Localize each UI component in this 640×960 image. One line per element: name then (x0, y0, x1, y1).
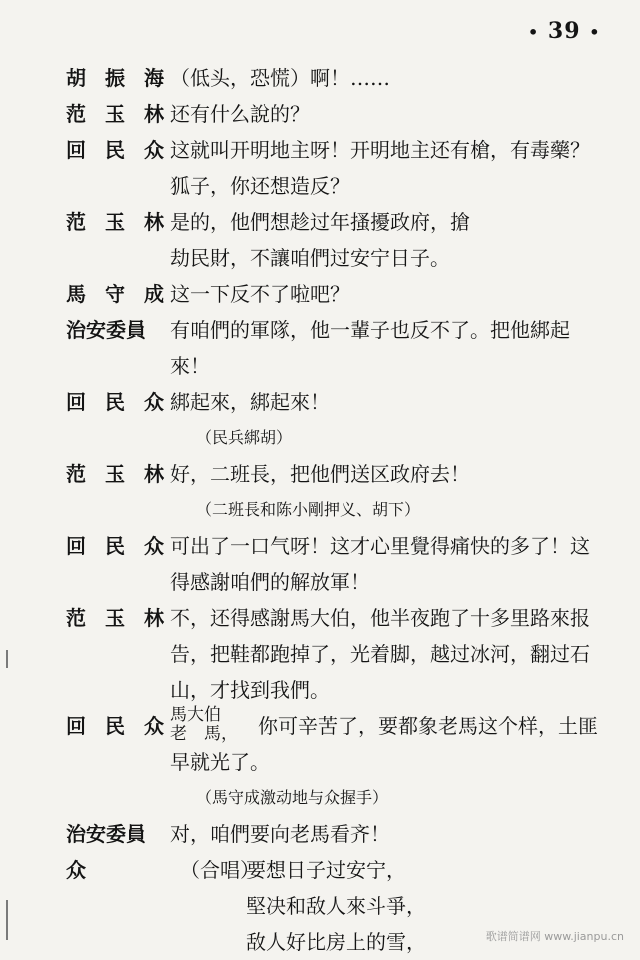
dialogue-text: 得感謝咱們的解放軍！ (170, 570, 370, 594)
dialogue-line (0, 276, 640, 312)
speaker-name: 范 玉 林 (66, 102, 164, 126)
continuation-line (0, 672, 640, 708)
dialogue-text: 这一下反不了啦吧？ (170, 282, 350, 306)
dialogue-text: 你可辛苦了，要都象老馬这个样，土匪 (258, 714, 598, 738)
dialogue-text: 这就叫开明地主呀！开明地主还有槍，有毒藥？ (170, 138, 590, 162)
watermark: 歌谱简谱网 www.jianpu.cn (485, 930, 624, 943)
script-body (0, 60, 640, 960)
dialogue-line (0, 60, 640, 96)
dialogue-text: 不，还得感謝馬大伯，他半夜跑了十多里路來报 (170, 606, 590, 630)
chorus-line (0, 852, 640, 888)
dialogue-line (0, 384, 640, 420)
speaker-name: 治安委員 (66, 822, 146, 846)
speaker-name: 回 民 众 (66, 138, 164, 162)
continuation-line (0, 348, 640, 384)
page-number: • 39 • (528, 18, 601, 44)
dialogue-text: 早就光了。 (170, 750, 270, 774)
dialogue-text: 劫民財，不讓咱們过安宁日子。 (170, 246, 450, 270)
speaker-name: 范 玉 林 (66, 462, 164, 486)
dialogue-text: 对，咱們要向老馬看齐！ (170, 822, 390, 846)
dialogue-text: 还有什么說的？ (170, 102, 310, 126)
dialogue-line (0, 600, 640, 636)
dialogue-line (0, 132, 640, 168)
song-lyric: 堅决和敌人來斗爭， (246, 894, 426, 918)
dialogue-text: 綁起來，綁起來！ (170, 390, 330, 414)
dialogue-text: （低头，恐慌）啊！…… (170, 66, 390, 90)
speaker-name: 范 玉 林 (66, 210, 164, 234)
direction-text: （馬守成激动地与众握手） (196, 788, 389, 807)
dialogue-text: 好，二班長，把他們送区政府去！ (170, 462, 470, 486)
stacked-address: 馬大伯 老 馬， (170, 705, 238, 744)
continuation-line (0, 564, 640, 600)
dialogue-text: 狐子，你还想造反？ (170, 174, 350, 198)
continuation-line (0, 168, 640, 204)
direction-text: （二班長和陈小剛押义、胡下） (196, 500, 421, 519)
dialogue-text: 告，把鞋都跑掉了，光着脚，越过冰河，翻过石 (170, 642, 590, 666)
dialogue-line (0, 204, 640, 240)
song-lyric: 要想日子过安宁， (246, 858, 406, 882)
speaker-name: 回 民 众 (66, 390, 164, 414)
direction-text: （民兵綁胡） (196, 428, 293, 447)
dialogue-text: 是的，他們想趁过年搔擾政府，搶 (170, 210, 470, 234)
speaker-name: 馬 守 成 (66, 282, 164, 306)
dialogue-line (0, 456, 640, 492)
stage-direction (0, 492, 640, 528)
dialogue-text: 有咱們的軍隊，他一輩子也反不了。把他綁起 (170, 318, 570, 342)
dialogue-line (0, 96, 640, 132)
stage-direction (0, 420, 640, 456)
speaker-name: 治安委員 (66, 318, 146, 342)
dialogue-line (0, 816, 640, 852)
dialogue-text: 山，才找到我們。 (170, 678, 330, 702)
dialogue-line (0, 705, 640, 744)
song-lyric: 敌人好比房上的雪， (246, 930, 426, 954)
speaker-name: 范 玉 林 (66, 606, 164, 630)
speaker-name: 众 (66, 858, 86, 882)
song-line (0, 888, 640, 924)
dialogue-text: 可出了一口气呀！这才心里覺得痛快的多了！这 (170, 534, 590, 558)
stage-direction (0, 780, 640, 816)
speaker-name: 回 民 众 (66, 714, 164, 738)
speaker-name: 胡 振 海 (66, 66, 164, 90)
dialogue-line (0, 528, 640, 564)
dialogue-text: 來！ (170, 354, 210, 378)
speaker-name: 回 民 众 (66, 534, 164, 558)
continuation-line (0, 240, 640, 276)
dialogue-line (0, 312, 640, 348)
chorus-direction: （合唱） (180, 858, 260, 882)
continuation-line (0, 744, 640, 780)
continuation-line (0, 636, 640, 672)
